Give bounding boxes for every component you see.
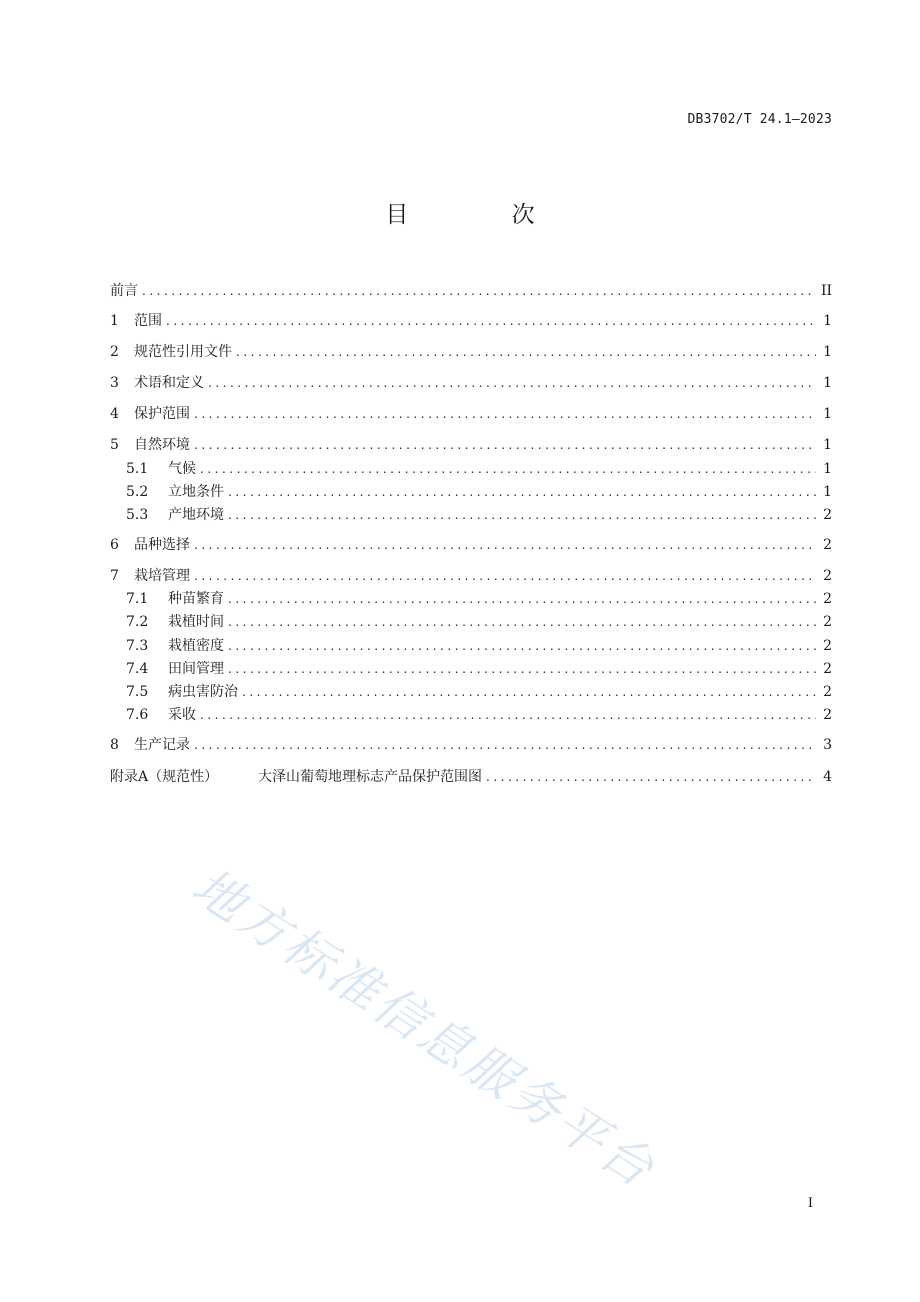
toc-entry-number: 5.1 [126,461,149,477]
toc-entry[interactable] [126,612,832,632]
toc-entry-title: 栽植密度 [168,638,224,654]
toc-entry[interactable] [110,767,832,787]
toc-entry-number: 6 [110,537,119,553]
page-number: I [807,1196,813,1211]
toc-entry[interactable] [110,342,832,362]
toc-leader-dots [200,705,816,725]
toc-entry-title: 前言 [110,283,138,299]
toc-entry-title: 范围 [134,313,162,329]
toc-entry[interactable] [126,482,832,502]
toc-entry-page: 2 [823,568,832,584]
toc-entry[interactable] [126,636,832,656]
toc-leader-dots [194,535,816,555]
toc-entry[interactable] [126,705,832,725]
toc-entry-number: 7.4 [126,661,149,677]
toc-entry-number: 7 [110,568,119,584]
toc-entry[interactable] [126,505,832,525]
toc-leader-dots [142,281,815,301]
toc-entry-number: 7.1 [126,591,149,607]
toc-entry-page: 2 [823,614,832,630]
toc-entry-page: 2 [823,537,832,553]
toc-leader-dots [200,459,816,479]
document-code: DB3702/T 24.1—2023 [687,112,832,127]
toc-entry-number: 2 [110,344,119,360]
toc-leader-dots [194,566,816,586]
toc-entry-page: 2 [823,638,832,654]
toc-entry-title: 产地环境 [168,507,224,523]
toc-entry-title: 种苗繁育 [168,591,224,607]
toc-entry-number: 5 [110,437,119,453]
toc-entry[interactable] [110,535,832,555]
toc-leader-dots [194,404,816,424]
toc-entry[interactable] [126,682,832,702]
toc-entry-number: 7.6 [126,707,149,723]
toc-entry-page: 3 [823,737,832,753]
toc-entry-page: 1 [823,313,832,329]
toc-entry-page: II [820,283,832,299]
toc-leader-dots [208,373,816,393]
toc-entry-number: 7.3 [126,638,149,654]
toc-leader-dots [194,435,816,455]
toc-leader-dots [228,612,816,632]
toc-entry-number: 7.2 [126,614,149,630]
toc-entry-title: 立地条件 [168,484,224,500]
toc-leader-dots [236,342,816,362]
toc-entry[interactable] [110,404,832,424]
toc-entry-page: 1 [823,437,832,453]
toc-entry-page: 1 [823,406,832,422]
toc-leader-dots [166,311,816,331]
toc-leader-dots [242,682,816,702]
toc-leader-dots [228,589,816,609]
toc-entry[interactable] [110,311,832,331]
toc-entry-title: 术语和定义 [134,375,204,391]
toc-entry[interactable] [126,589,832,609]
toc-leader-dots [194,735,816,755]
toc-entry[interactable] [110,281,832,301]
toc-leader-dots [228,636,816,656]
toc-entry-number: 8 [110,737,119,753]
toc-entry-title: 大泽山葡萄地理标志产品保护范围图 [258,769,482,785]
toc-entry-title: 栽培管理 [134,568,190,584]
toc-entry-title: 自然环境 [134,437,190,453]
toc-leader-dots [228,482,816,502]
toc-entry-page: 1 [823,484,832,500]
toc-entry[interactable] [110,566,832,586]
toc-entry-page: 4 [823,769,832,785]
toc-title: 目 次 [385,202,583,228]
toc-leader-dots [228,505,816,525]
toc-entry-number: 7.5 [126,684,149,700]
toc-entry-title: 保护范围 [134,406,190,422]
toc-entry-number: 4 [110,406,119,422]
toc-entry[interactable] [126,659,832,679]
toc-entry-page: 2 [823,684,832,700]
toc-entry-number: 5.2 [126,484,149,500]
toc-entry-page: 2 [823,661,832,677]
toc-entry-title: 气候 [168,461,196,477]
toc-entry-title: 田间管理 [168,661,224,677]
toc-entry-title: 生产记录 [134,737,190,753]
toc-entry-number: 3 [110,375,119,391]
toc-entry-page: 2 [823,707,832,723]
toc-entry-page: 2 [823,591,832,607]
toc-entry-title: 栽植时间 [168,614,224,630]
toc-entry[interactable] [110,435,832,455]
toc-entry-number: 1 [110,313,119,329]
toc-entry-page: 1 [823,344,832,360]
toc-entry-title: 品种选择 [134,537,190,553]
toc-entry-number: 5.3 [126,507,149,523]
toc-entry[interactable] [110,373,832,393]
toc-entry-title: 采收 [168,707,196,723]
toc-entry-title: 规范性引用文件 [134,344,232,360]
toc-entry-page: 2 [823,507,832,523]
toc-leader-dots [486,767,816,787]
toc-entry[interactable] [126,459,832,479]
toc-entry-page: 1 [823,461,832,477]
toc-entry-number: 附录A（规范性） [110,769,219,785]
toc-entry-page: 1 [823,375,832,391]
watermark: 地方标准信息服务平台 [182,857,667,1200]
toc-leader-dots [228,659,816,679]
toc-entry-title: 病虫害防治 [168,684,238,700]
toc-entry[interactable] [110,735,832,755]
